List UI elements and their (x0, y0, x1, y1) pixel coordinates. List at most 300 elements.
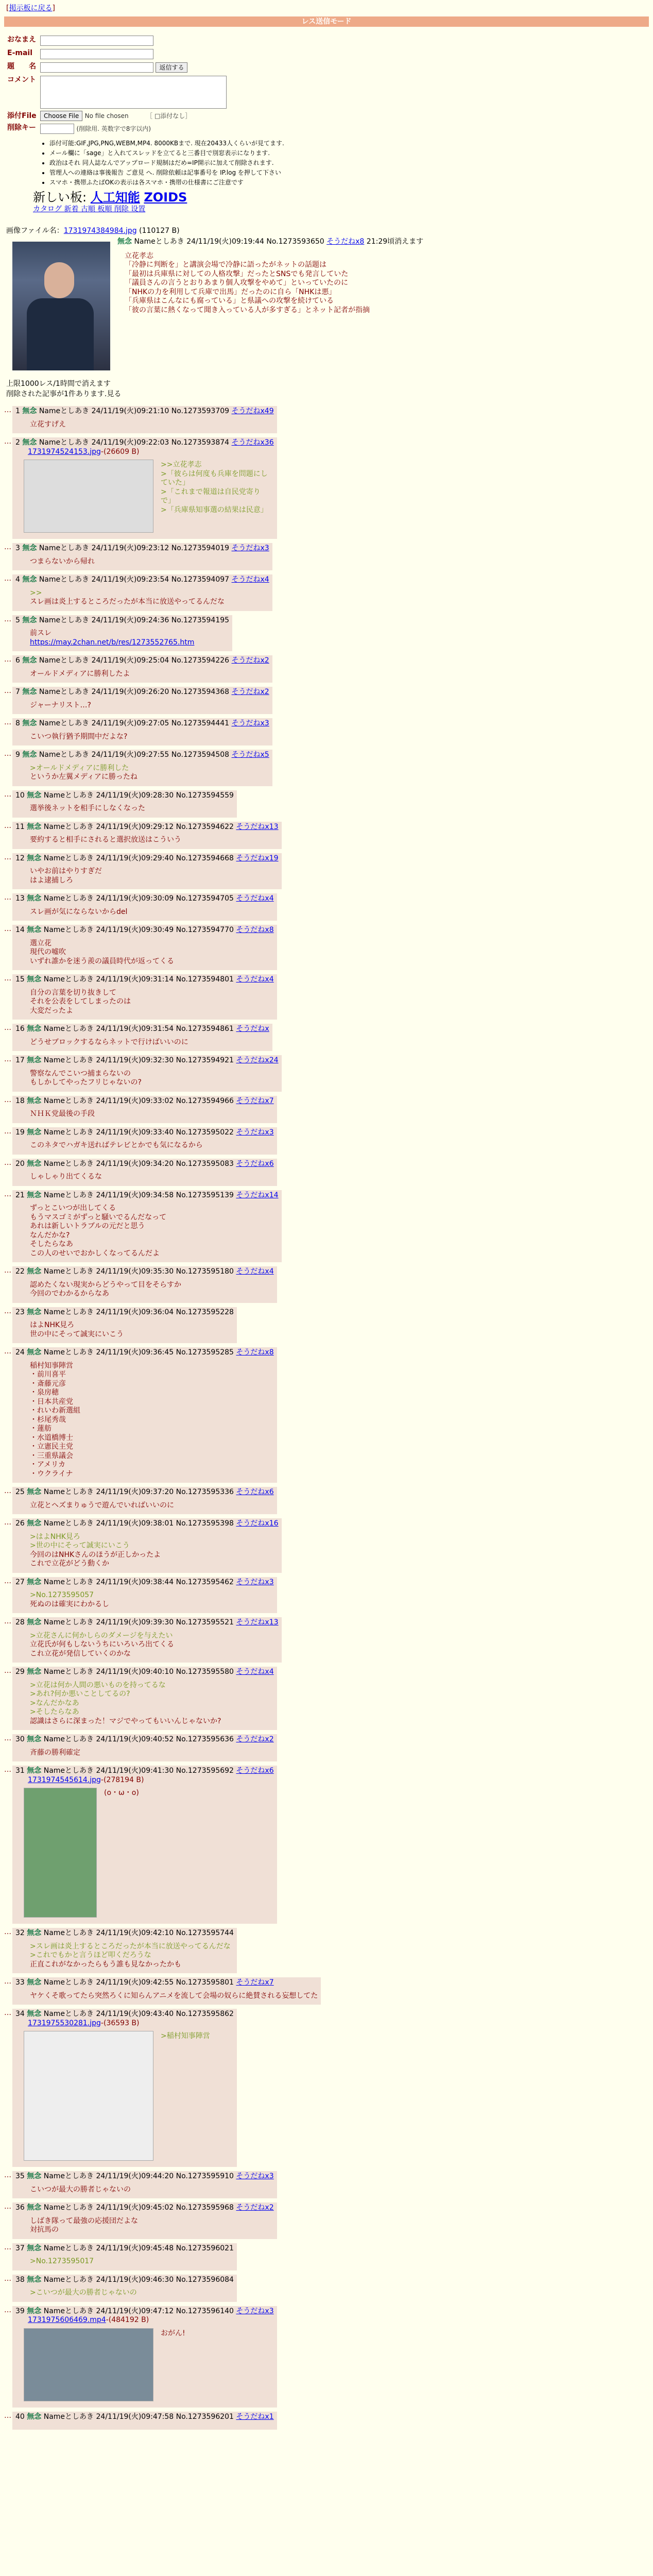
reply-index: 12 (15, 854, 25, 862)
reply-title: Nameとしあき (43, 1488, 94, 1496)
board-link-ai[interactable]: 人工知能 (90, 190, 140, 205)
reply-file-link[interactable]: 1731975606469.mp4 (28, 2316, 106, 2324)
reply-index: 19 (15, 1128, 25, 1137)
reply-sodane-button[interactable]: そうだねx (236, 1025, 269, 1033)
reply-post (12, 1487, 277, 1514)
reply-date: 24/11/19(火)09:21:10 (91, 407, 169, 415)
reply-name: 無念 (27, 822, 42, 831)
reply-index: 39 (15, 2307, 25, 2315)
reply-number[interactable]: No.1273595022 (176, 1128, 234, 1137)
op-file-link[interactable]: 1731974384984.jpg (63, 226, 137, 235)
reply-thumbnail[interactable] (24, 2031, 153, 2161)
op-number[interactable]: No.1273593650 (266, 238, 324, 246)
reply-body: ヤケくそ歌ってたら突然ろくに知らんアニメを流して会場の奴らに絶賛される妄想してた (30, 1991, 318, 2000)
reply-index: 6 (15, 656, 20, 665)
reply-body: こいつが最大の勝者じゃないの (30, 2185, 131, 2194)
board-link-zoids[interactable]: ZOIDS (144, 190, 187, 205)
reply-title: Nameとしあき (43, 1618, 94, 1626)
reply-date: 24/11/19(火)09:27:55 (91, 751, 169, 759)
reply-title: Nameとしあき (43, 1056, 94, 1064)
choose-file-button[interactable]: Choose File (40, 111, 82, 121)
reply-sodane-button[interactable]: そうだねx4 (236, 1267, 274, 1276)
reply-number[interactable]: No.1273595462 (176, 1578, 234, 1586)
comment-label: コメント (7, 75, 36, 84)
reply-row (0, 970, 653, 1020)
reply-index: 35 (15, 2172, 25, 2180)
reply-file-size: (278194 B) (103, 1775, 144, 1784)
reply-file-link[interactable]: 1731974545614.jpg (28, 1775, 101, 1784)
reply-post (12, 2171, 277, 2198)
reply-index: 2 (15, 438, 20, 447)
reply-sodane-button[interactable]: そうだねx2 (236, 2204, 274, 2212)
reply-post (12, 615, 232, 652)
reply-number[interactable]: No.1273594441 (171, 719, 230, 727)
reply-date: 24/11/19(火)09:40:52 (96, 1735, 174, 1743)
reply-sodane-button[interactable]: そうだねx3 (231, 719, 269, 727)
reply-post (12, 1266, 277, 1303)
reply-post (12, 974, 277, 1020)
post-form (7, 34, 646, 136)
reply-row (0, 1123, 653, 1155)
no-attachment-checkbox[interactable]: ［ □添付なし］ (146, 112, 192, 120)
reply-row (0, 818, 653, 849)
reply-body: どうせブロックするならネットで行けばいいのに (30, 1038, 188, 1046)
reply-url-link[interactable]: https://may.2chan.net/b/res/1273552765.htm (30, 638, 195, 647)
reply-row (0, 2302, 653, 2408)
reply-row (0, 786, 653, 818)
subject-input[interactable] (40, 62, 153, 73)
reply-file-link[interactable]: 1731975530281.jpg (28, 2019, 101, 2027)
reply-sodane-button[interactable]: そうだねx6 (236, 1488, 274, 1496)
reply-body: しゃしゃり出てくるな (30, 1173, 102, 1181)
reply-row (0, 1020, 653, 1051)
reply-name: 無念 (27, 1578, 42, 1586)
reply-title: Nameとしあき (43, 854, 94, 862)
reply-body: ずっとこいつが出してくる もうマスゴミがずっと騒いでるんだなって あれは新しいトラブルの元だと思う なんだかな? そしたらなあ この人のせいでおかしくなってるんだよ (30, 1204, 167, 1258)
rule-item: • 管理人への連絡は事後報告 ご意見 へ. 削除依頼は記事番号を IP.log を押して下さい (49, 169, 653, 177)
reply-name: 無念 (27, 1128, 42, 1137)
reply-date: 24/11/19(火)09:29:40 (96, 854, 174, 862)
reply-post (12, 1307, 237, 1344)
email-input[interactable] (40, 49, 153, 59)
reply-number[interactable]: No.1273595910 (176, 2172, 234, 2180)
reply-number[interactable]: No.1273594622 (176, 822, 234, 831)
op-sodane-button[interactable]: そうだねx8 (326, 238, 365, 246)
reply-body: ジャーナリスト…? (30, 701, 91, 709)
reply-sodane-button[interactable]: そうだねx8 (236, 926, 274, 934)
reply-row (0, 2167, 653, 2198)
reply-file-link[interactable]: 1731974524153.jpg (28, 447, 101, 456)
reply-date: 24/11/19(火)09:30:09 (96, 894, 174, 903)
reply-date: 24/11/19(火)09:32:30 (96, 1056, 174, 1064)
reply-sodane-button[interactable]: そうだねx13 (236, 822, 279, 831)
reply-row (0, 1483, 653, 1514)
reply-number[interactable]: No.1273595801 (176, 1978, 234, 1987)
reply-index: 28 (15, 1618, 25, 1626)
reply-title: Nameとしあき (43, 1519, 94, 1528)
reply-body: スレ画が気にならないからdel (30, 907, 128, 916)
reply-date: 24/11/19(火)09:27:05 (91, 719, 169, 727)
reply-post (12, 1518, 282, 1573)
reply-row (0, 651, 653, 683)
reply-number[interactable]: No.1273595285 (176, 1348, 234, 1357)
reply-date: 24/11/19(火)09:29:12 (96, 822, 174, 831)
reply-number[interactable]: No.1273595139 (176, 1191, 234, 1199)
reply-title: Nameとしあき (43, 2204, 94, 2212)
reply-number[interactable]: No.1273595580 (176, 1668, 234, 1676)
reply-body: というか左翼メディアに勝ったね (30, 773, 138, 781)
reply-quote: >No.1273595057 (30, 1591, 94, 1599)
reply-row (0, 433, 653, 539)
reply-name: 無念 (27, 1267, 42, 1276)
reply-title: Nameとしあき (43, 894, 94, 903)
reply-row (0, 1186, 653, 1263)
reply-file-size: (484192 B) (108, 2316, 149, 2324)
reply-body: (o・ω・o) (104, 1789, 139, 1797)
reply-number[interactable]: No.1273594097 (171, 575, 230, 584)
reply-name: 無念 (27, 2307, 42, 2315)
reply-post (12, 1127, 277, 1155)
reply-title: Nameとしあき (43, 1929, 94, 1937)
reply-post (12, 2243, 237, 2270)
reply-number[interactable]: No.1273594705 (176, 894, 234, 903)
reply-body: 認めたくない現実からどうやって目をそらすか 今回のでわかるからなあ (30, 1280, 181, 1298)
reply-name: 無念 (27, 1025, 42, 1033)
reply-date: 24/11/19(火)09:33:02 (96, 1096, 174, 1105)
reply-date: 24/11/19(火)09:42:10 (96, 1929, 174, 1937)
reply-quote: >> (30, 588, 42, 597)
reply-row (0, 2408, 653, 2430)
rule-item: • メール欄に「sage」と入れてスレッドを立てると三番目で別窓表示になります. (49, 149, 653, 157)
reply-quote: >>立花孝志 >「彼らは何度も兵庫を問題にしていた」 >「これまで報道は自民党寄りで」 >「兵庫県知事選の結果は民意」 (161, 461, 268, 514)
reply-sodane-button[interactable]: そうだねx36 (231, 438, 274, 447)
reply-body: 立花すげえ (30, 420, 66, 429)
reply-date: 24/11/19(火)09:34:58 (96, 1191, 174, 1199)
reply-post (12, 1617, 282, 1663)
reply-body: このネタでハガキ送ればテレビとかでも気になるから (30, 1141, 203, 1149)
reply-name: 無念 (27, 926, 42, 934)
reply-number[interactable]: No.1273596201 (176, 2412, 234, 2421)
comment-textarea[interactable] (40, 76, 227, 109)
reply-number[interactable]: No.1273593709 (171, 407, 230, 415)
reply-sodane-button[interactable]: そうだねx3 (236, 2307, 274, 2315)
reply-sodane-button[interactable]: そうだねx4 (236, 894, 274, 903)
reply-name: 無念 (27, 1191, 42, 1199)
reply-thumbnail[interactable] (24, 2328, 153, 2401)
reply-index: 16 (15, 1025, 25, 1033)
reply-body: 選立花 現代の嘘吹 いずれ誰かを迷う羨の議員時代が返ってくる (30, 939, 174, 965)
reply-list (0, 402, 653, 2430)
reply-index: 9 (15, 751, 20, 759)
reply-title: Nameとしあき (43, 1128, 94, 1137)
reply-post: … 31 無念 Nameとしあき 24/11/19(火)09:41:30 No.1273595692 そうだねx6 1731974545614.jpg-(278194 B) (o・ω・o) (12, 1766, 277, 1924)
reply-post (12, 1024, 272, 1051)
reply-title: Nameとしあき (39, 544, 90, 552)
reply-number[interactable]: No.1273593874 (171, 438, 230, 447)
reply-title: Nameとしあき (43, 822, 94, 831)
reply-number[interactable]: No.1273595692 (176, 1767, 234, 1775)
reply-title: Nameとしあき (39, 438, 90, 447)
reply-post (12, 1577, 277, 1614)
reply-post (12, 2275, 237, 2302)
reply-body: 正直これがなかったらもう誰も見なかったかも (30, 1960, 181, 1969)
reply-title: Nameとしあき (43, 1308, 94, 1316)
reply-title: Nameとしあき (43, 1735, 94, 1743)
reply-number[interactable]: No.1273595521 (176, 1618, 234, 1626)
reply-sodane-button[interactable]: そうだねx3 (236, 1578, 274, 1586)
reply-name: 無念 (22, 438, 37, 447)
reply-title: Nameとしあき (39, 656, 90, 665)
reply-name: 無念 (27, 791, 42, 800)
reply-sodane-button[interactable]: そうだねx19 (236, 854, 279, 862)
reply-post (12, 1055, 282, 1092)
submit-button[interactable]: 返信する (156, 62, 187, 73)
reply-body: こいつ執行猶予期間中だよな? (30, 732, 128, 741)
reply-post (12, 1347, 277, 1483)
reply-row (0, 1155, 653, 1186)
reply-title: Nameとしあき (43, 1191, 94, 1199)
reply-number[interactable]: No.1273595862 (176, 2010, 234, 2018)
reply-number[interactable]: No.1273596140 (176, 2307, 234, 2315)
reply-quote: >スレ画は炎上するところだったが本当に放送やってるんだな >これでもかと言うほど叩くだろうな (30, 1942, 231, 1959)
reply-number[interactable]: No.1273594770 (176, 926, 234, 934)
reply-sodane-button[interactable]: そうだねx7 (236, 1978, 274, 1987)
reply-title: Nameとしあき (43, 1767, 94, 1775)
reply-quote: >立花さんに何かしらのダメージを与えたい (30, 1631, 173, 1640)
reply-thumbnail[interactable] (24, 460, 153, 533)
delkey-input[interactable] (40, 124, 74, 134)
reply-name: 無念 (27, 854, 42, 862)
reply-title: Nameとしあき (43, 2412, 94, 2421)
reply-number[interactable]: No.1273595180 (176, 1267, 234, 1276)
reply-sodane-button[interactable]: そうだねx3 (231, 544, 269, 552)
reply-sodane-button[interactable]: そうだねx2 (231, 688, 269, 696)
reply-sodane-button[interactable]: そうだねx2 (236, 1735, 274, 1743)
reply-file-size: (36593 B) (103, 2019, 140, 2027)
no-file-text: No file chosen (84, 112, 129, 120)
reply-date: 24/11/19(火)09:47:12 (96, 2307, 174, 2315)
reply-date: 24/11/19(火)09:28:30 (96, 791, 174, 800)
reply-index: 10 (15, 791, 25, 800)
delkey-note: (削除用. 英数字で8字以内) (76, 125, 151, 132)
reply-number[interactable]: No.1273594195 (171, 616, 230, 624)
reply-index: 4 (15, 575, 20, 584)
top-nav: [掲示板に戻る] (6, 4, 55, 12)
reply-index: 30 (15, 1735, 25, 1743)
reply-title: Nameとしあき (43, 975, 94, 984)
reply-sodane-button[interactable]: そうだねx13 (236, 1618, 279, 1626)
reply-date: 24/11/19(火)09:43:40 (96, 2010, 174, 2018)
reply-name: 無念 (27, 1668, 42, 1676)
reply-index: 7 (15, 688, 20, 696)
reply-date: 24/11/19(火)09:42:55 (96, 1978, 174, 1987)
reply-name: 無念 (27, 2275, 42, 2284)
reply-date: 24/11/19(火)09:36:45 (96, 1348, 174, 1357)
reply-post (12, 822, 282, 849)
reply-post (12, 1667, 277, 1730)
reply-index: 24 (15, 1348, 25, 1357)
reply-name: 無念 (27, 1618, 42, 1626)
reply-sodane-button[interactable]: そうだねx49 (231, 407, 274, 415)
reply-sodane-button[interactable]: そうだねx1 (236, 2412, 274, 2421)
reply-name: 無念 (22, 407, 37, 415)
reply-date: 24/11/19(火)09:23:54 (91, 575, 169, 584)
reply-number[interactable]: No.1273595228 (176, 1308, 234, 1316)
catalog-links[interactable]: カタログ 新着 古順 板順 削除 设置 (33, 205, 146, 213)
back-to-board-link[interactable]: 掲示板に戻る (9, 4, 53, 12)
name-input[interactable] (40, 36, 153, 46)
reply-sodane-button[interactable]: そうだねx6 (236, 1767, 274, 1775)
reply-row (0, 570, 653, 611)
reply-index: 40 (15, 2412, 25, 2421)
reply-number[interactable]: No.1273594508 (171, 751, 230, 759)
reply-number[interactable]: No.1273594226 (171, 656, 230, 665)
reply-name: 無念 (27, 1978, 42, 1987)
reply-number[interactable]: No.1273595336 (176, 1488, 234, 1496)
reply-post: … 2 無念 Nameとしあき 24/11/19(火)09:22:03 No.1273593874 そうだねx36 1731974524153.jpg-(26609 B) >>立花孝志 >「彼らは何度も兵庫を問題にしていた」 >「これまで報道は自民党寄りで」 >「兵庫県知事選の結果は民意」 (12, 437, 277, 539)
reply-quote: >立花は何か人間の悪いものを持ってるな >あれ?何か悪いことしてるの? >なんだかなあ >そしたらなあ (30, 1681, 166, 1716)
reply-body: 稲村知事陣営 ・前川喜平 ・斎藤元彦 ・泉房穂 ・日本共産党 ・れいわ新選組 ・杉尾秀哉 ・蓮舫 ・水道橋博士 ・立憲民主党 ・三重県議会 ・アメリカ ・ウクライナ (30, 1361, 80, 1478)
reply-name: 無念 (27, 2412, 42, 2421)
reply-sodane-button[interactable]: そうだねx3 (236, 2172, 274, 2180)
reply-row (0, 1343, 653, 1483)
reply-date: 24/11/19(火)09:37:20 (96, 1488, 174, 1496)
reply-body: スレ画は炎上するところだったが本当に放送やってるんだな (30, 598, 225, 606)
reply-post (12, 1190, 282, 1263)
reply-number[interactable]: No.1273594019 (171, 544, 230, 552)
reply-number[interactable]: No.1273595083 (176, 1159, 234, 1168)
reply-post: … 39 無念 Nameとしあき 24/11/19(火)09:47:12 No.1273596140 そうだねx3 1731975606469.mp4-(484192 B) おがん! (12, 2306, 277, 2408)
reply-index: 34 (15, 2010, 25, 2018)
reply-body: 今回のはNHKさんのほうが正しかったよ これで立花がどう動くか (30, 1550, 161, 1568)
reply-title: Nameとしあき (39, 688, 90, 696)
reply-index: 11 (15, 822, 25, 831)
reply-row (0, 714, 653, 745)
reply-sodane-button[interactable]: そうだねx4 (231, 575, 269, 584)
new-board-label: 新しい板: (33, 190, 87, 205)
reply-body: 認識はさらに深まった！マジでやってもいいんじゃないか? (30, 1717, 221, 1725)
reply-title: Nameとしあき (39, 407, 90, 415)
reply-number[interactable]: No.1273596084 (176, 2275, 234, 2284)
op-image[interactable] (12, 242, 110, 370)
reply-sodane-button[interactable]: そうだねx5 (231, 751, 269, 759)
reply-number[interactable]: No.1273594861 (176, 1025, 234, 1033)
reply-number[interactable]: No.1273594801 (176, 975, 234, 984)
reply-title: Nameとしあき (43, 2307, 94, 2315)
reply-title: Nameとしあき (43, 1159, 94, 1168)
reply-number[interactable]: No.1273596021 (176, 2244, 234, 2252)
reply-date: 24/11/19(火)09:38:01 (96, 1519, 174, 1528)
reply-post (12, 655, 272, 683)
reply-index: 8 (15, 719, 20, 727)
delkey-label: 削除キー (7, 124, 36, 132)
reply-date: 24/11/19(火)09:45:48 (96, 2244, 174, 2252)
new-board-notice (33, 190, 653, 214)
reply-post (12, 790, 237, 818)
reply-index: 29 (15, 1668, 25, 1676)
reply-post: … 34 無念 Nameとしあき 24/11/19(火)09:43:40 No.1273595862 1731975530281.jpg-(36593 B) >稲村知事陣営 (12, 2009, 237, 2167)
reply-number[interactable]: No.1273594921 (176, 1056, 234, 1064)
reply-date: 24/11/19(火)09:31:14 (96, 975, 174, 984)
reply-sodane-button[interactable]: そうだねx6 (236, 1159, 274, 1168)
reply-sodane-button[interactable]: そうだねx4 (236, 975, 274, 984)
reply-quote: >稲村知事陣営 (161, 2032, 210, 2040)
reply-date: 24/11/19(火)09:46:30 (96, 2275, 174, 2284)
reply-post (12, 687, 272, 714)
reply-row (0, 683, 653, 714)
reply-name: 無念 (22, 656, 37, 665)
thread-file-info: 画像ファイル名：1731974384984.jpg (110127 B) (6, 226, 180, 235)
op-name: 無念 (117, 238, 132, 246)
reply-row (0, 1613, 653, 1663)
reply-name: 無念 (27, 1056, 42, 1064)
reply-title: Nameとしあき (43, 1025, 94, 1033)
reply-name: 無念 (27, 2244, 42, 2252)
reply-sodane-button[interactable]: そうだねx14 (236, 1191, 279, 1199)
reply-sodane-button[interactable]: そうだねx4 (236, 1668, 274, 1676)
reply-row (0, 1514, 653, 1573)
file-label: 添付File (7, 111, 37, 120)
reply-sodane-button[interactable]: そうだねx8 (236, 1348, 274, 1357)
reply-quote: >オールドメディアに勝利した (30, 764, 129, 772)
reply-number[interactable]: No.1273594368 (171, 688, 230, 696)
reply-name: 無念 (27, 1519, 42, 1528)
reply-sodane-button[interactable]: そうだねx2 (231, 656, 269, 665)
reply-name: 無念 (27, 1735, 42, 1743)
reply-quote: >はよNHK見ろ >世の中にそって誠実にいこう (30, 1532, 130, 1550)
reply-name: 無念 (22, 751, 37, 759)
reply-row (0, 611, 653, 652)
reply-post (12, 925, 277, 970)
reply-number[interactable]: No.1273594966 (176, 1096, 234, 1105)
rule-item: • 添付可能:GIF,JPG,PNG,WEBM,MP4. 8000KBまで. 現在20433人くらいが見てます. (49, 140, 653, 147)
reply-index: 15 (15, 975, 25, 984)
reply-date: 24/11/19(火)09:24:36 (91, 616, 169, 624)
reply-sodane-button[interactable]: そうだねx3 (236, 1128, 274, 1137)
reply-number[interactable]: No.1273594668 (176, 854, 234, 862)
reply-sodane-button[interactable]: そうだねx7 (236, 1096, 274, 1105)
reply-index: 23 (15, 1308, 25, 1316)
reply-name: 無念 (27, 1159, 42, 1168)
reply-quote: >こいつが最大の勝者じゃないの (30, 2289, 137, 2297)
reply-sodane-button[interactable]: そうだねx24 (236, 1056, 279, 1064)
reply-index: 18 (15, 1096, 25, 1105)
reply-post (12, 543, 272, 570)
reply-post (12, 406, 277, 433)
reply-date: 24/11/19(火)09:30:49 (96, 926, 174, 934)
reply-sodane-button[interactable]: そうだねx16 (236, 1519, 279, 1528)
reply-number[interactable]: No.1273595968 (176, 2204, 234, 2212)
reply-post (12, 2412, 277, 2430)
reply-title: Nameとしあき (43, 1978, 94, 1987)
reply-post (12, 853, 282, 890)
reply-index: 1 (15, 407, 20, 415)
reply-thumbnail[interactable] (24, 1788, 97, 1918)
reply-date: 24/11/19(火)09:25:04 (91, 656, 169, 665)
reply-row (0, 1092, 653, 1123)
reply-name: 無念 (27, 894, 42, 903)
reply-number[interactable]: No.1273595398 (176, 1519, 234, 1528)
reply-name: 無念 (27, 975, 42, 984)
reply-number[interactable]: No.1273595636 (176, 1735, 234, 1743)
reply-index: 5 (15, 616, 20, 624)
reply-title: Nameとしあき (43, 926, 94, 934)
reply-row (0, 745, 653, 786)
reply-name: 無念 (27, 1767, 42, 1775)
reply-number[interactable]: No.1273594559 (176, 791, 234, 800)
reply-number[interactable]: No.1273595744 (176, 1929, 234, 1937)
reply-date: 24/11/19(火)09:22:03 (91, 438, 169, 447)
